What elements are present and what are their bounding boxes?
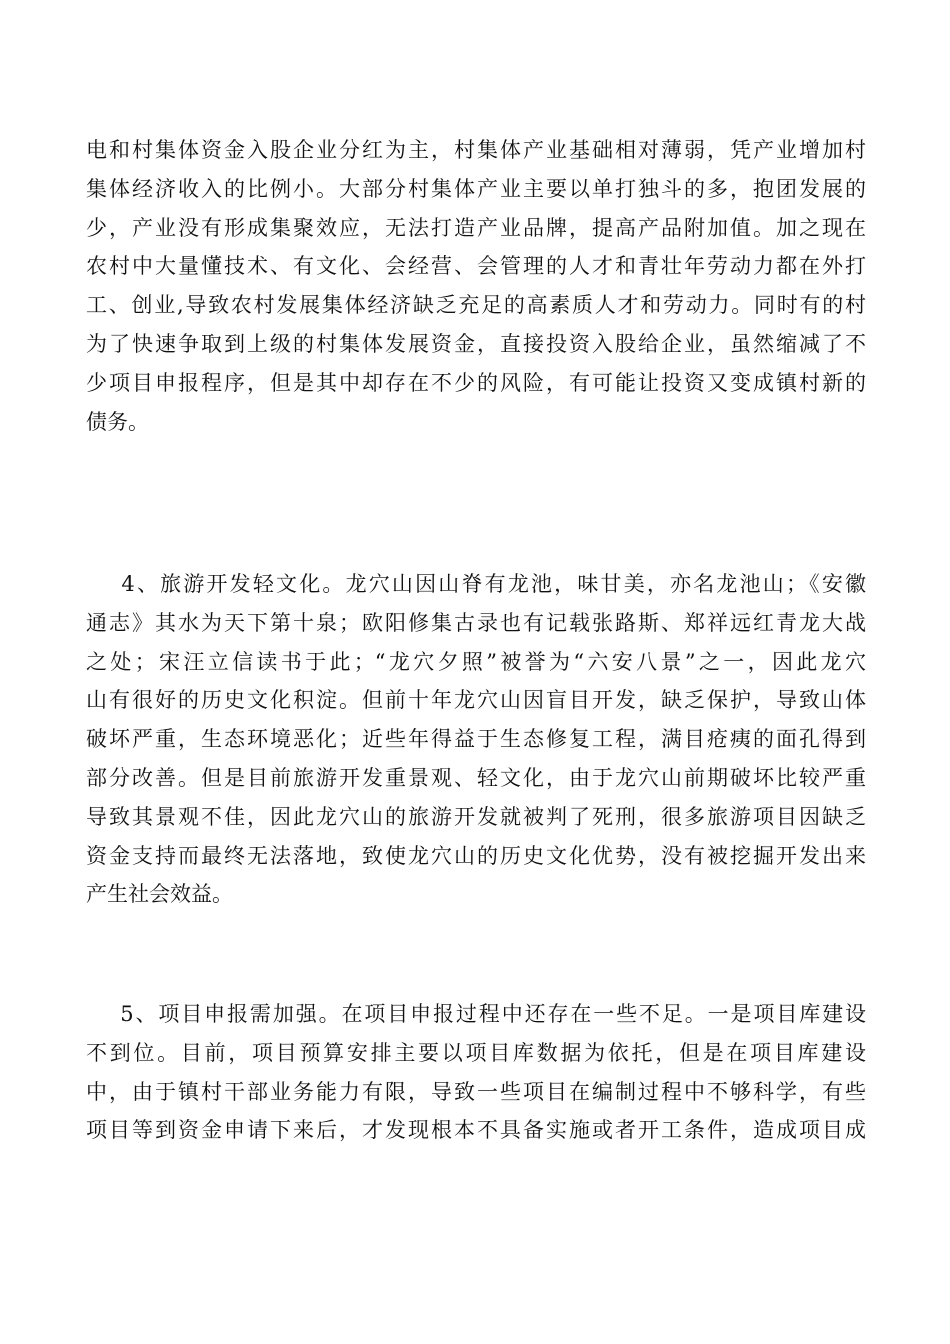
text-line: 少项目申报程序，但是其中却存在不少的风险，有可能让投资又变成镇村新的 <box>86 370 866 395</box>
text-line: 4、旅游开发轻文化。龙穴山因山脊有龙池，味甘美，亦名龙池山；《安徽 <box>86 572 866 596</box>
text-line: 集体经济收入的比例小。大部分村集体产业主要以单打独斗的多，抱团发展的 <box>86 176 866 201</box>
text-line: 债务。 <box>86 409 149 434</box>
text-line: 为了快速争取到上级的村集体发展资金，直接投资入股给企业，虽然缩减了不 <box>86 331 866 356</box>
text-line: 工、创业,导致农村发展集体经济缺乏充足的高素质人才和劳动力。同时有的村 <box>86 293 866 318</box>
text-line: 资金支持而最终无法落地，致使龙穴山的历史文化优势，没有被挖掘开发出来 <box>86 843 866 868</box>
text-line: 部分改善。但是目前旅游开发重景观、轻文化，由于龙穴山前期破坏比较严重 <box>86 765 866 790</box>
text-line: 5、项目申报需加强。在项目申报过程中还存在一些不足。一是项目库建设 <box>86 1002 866 1026</box>
text-line: 破坏严重，生态环境恶化；近些年得益于生态修复工程，满目疮痍的面孔得到 <box>86 727 866 752</box>
text-line: 电和村集体资金入股企业分红为主，村集体产业基础相对薄弱，凭产业增加村 <box>86 138 866 162</box>
text-line: 中，由于镇村干部业务能力有限，导致一些项目在编制过程中不够科学，有些 <box>86 1079 866 1104</box>
paragraph-tourism-culture <box>86 565 866 914</box>
text-line: 产生社会效益。 <box>86 882 233 907</box>
text-line: 导致其景观不佳，因此龙穴山的旅游开发就被判了死刑，很多旅游项目因缺乏 <box>86 804 866 829</box>
text-line: 项目等到资金申请下来后，才发现根本不具备实施或者开工条件，造成项目成 <box>86 1118 866 1143</box>
text-line: 之处；宋汪立信读书于此；“龙穴夕照”被誉为“六安八景”之一，因此龙穴 <box>86 649 866 674</box>
text-line: 少，产业没有形成集聚效应，无法打造产业品牌，提高产品附加值。加之现在 <box>86 215 866 240</box>
text-line: 山有很好的历史文化积淀。但前十年龙穴山因盲目开发，缺乏保护，导致山体 <box>86 688 866 713</box>
paragraph-project-application <box>86 995 866 1150</box>
text-line: 通志》其水为天下第十泉；欧阳修集古录也有记载张路斯、郑祥远红青龙大战 <box>86 610 866 635</box>
text-line: 不到位。目前，项目预算安排主要以项目库数据为依托，但是在项目库建设 <box>86 1040 866 1065</box>
text-line: 农村中大量懂技术、有文化、会经营、会管理的人才和青壮年劳动力都在外打 <box>86 254 866 279</box>
paragraph-village-collective <box>86 131 866 441</box>
